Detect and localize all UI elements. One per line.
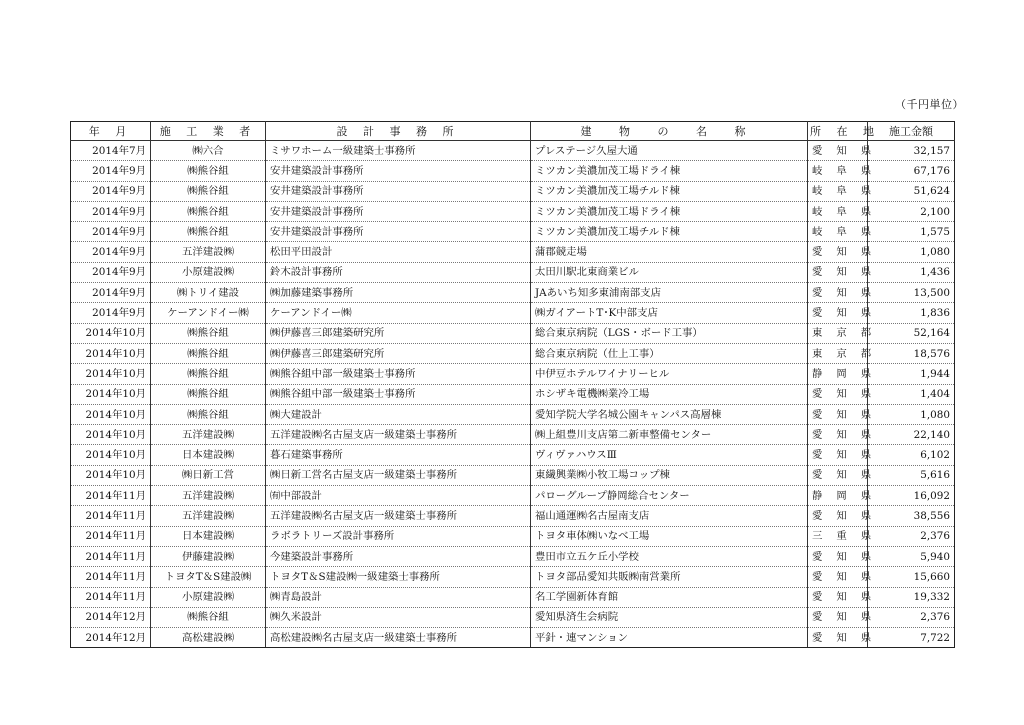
table-row — [71, 546, 955, 566]
cell-contractor: ㈱トリイ建設 — [151, 283, 266, 303]
cell-contractor: ㈱熊谷組 — [151, 384, 266, 404]
table-row — [71, 303, 955, 323]
cell-building-name: 平針・連マンション — [531, 628, 808, 648]
cell-location: 静岡県 — [808, 364, 868, 384]
cell-amount: 2,100 — [868, 201, 955, 221]
cell-contractor: 高松建設㈱ — [151, 628, 266, 648]
table-row — [71, 201, 955, 221]
table-row — [71, 181, 955, 201]
cell-contractor: 五洋建設㈱ — [151, 486, 266, 506]
cell-date: 2014年10月 — [71, 465, 151, 485]
cell-date: 2014年9月 — [71, 181, 151, 201]
cell-amount: 51,624 — [868, 181, 955, 201]
cell-contractor: ㈱熊谷組 — [151, 222, 266, 242]
cell-amount: 1,436 — [868, 262, 955, 282]
table-body — [71, 141, 955, 648]
table-row — [71, 607, 955, 627]
cell-design-office: 鈴木設計事務所 — [266, 262, 531, 282]
cell-building-name: ミツカン美濃加茂工場ドライ棟 — [531, 201, 808, 221]
cell-design-office: ㈱伊藤喜三郎建築研究所 — [266, 323, 531, 343]
cell-date: 2014年9月 — [71, 303, 151, 323]
cell-date: 2014年12月 — [71, 628, 151, 648]
cell-date: 2014年11月 — [71, 506, 151, 526]
cell-location: 愛知県 — [808, 262, 868, 282]
cell-building-name: JAあいち知多東浦南部支店 — [531, 283, 808, 303]
cell-contractor: ㈱熊谷組 — [151, 364, 266, 384]
cell-amount: 6,102 — [868, 445, 955, 465]
cell-date: 2014年9月 — [71, 283, 151, 303]
cell-location: 愛知県 — [808, 628, 868, 648]
table-row — [71, 262, 955, 282]
cell-amount: 22,140 — [868, 425, 955, 445]
cell-contractor: ㈱六合 — [151, 141, 266, 161]
table-row — [71, 141, 955, 161]
header-location: 所 在 地 — [808, 122, 868, 141]
cell-design-office: ㈱熊谷組中部一級建築士事務所 — [266, 364, 531, 384]
cell-design-office: ㈱日新工営名古屋支店一級建築士事務所 — [266, 465, 531, 485]
cell-amount: 38,556 — [868, 506, 955, 526]
cell-location: 東京都 — [808, 343, 868, 363]
table-row — [71, 587, 955, 607]
cell-design-office: 安井建築設計事務所 — [266, 222, 531, 242]
cell-location: 岐阜県 — [808, 201, 868, 221]
cell-location: 愛知県 — [808, 445, 868, 465]
cell-location: 愛知県 — [808, 384, 868, 404]
cell-design-office: 安井建築設計事務所 — [266, 201, 531, 221]
cell-date: 2014年9月 — [71, 161, 151, 181]
cell-building-name: ミツカン美濃加茂工場チルド棟 — [531, 222, 808, 242]
cell-date: 2014年10月 — [71, 323, 151, 343]
cell-contractor: ㈱熊谷組 — [151, 323, 266, 343]
cell-contractor: 日本建設㈱ — [151, 526, 266, 546]
cell-location: 岐阜県 — [808, 161, 868, 181]
cell-design-office: 五洋建設㈱名古屋支店一級建築士事務所 — [266, 425, 531, 445]
cell-contractor: 日本建設㈱ — [151, 445, 266, 465]
cell-location: 愛知県 — [808, 506, 868, 526]
cell-building-name: ㈱上組豊川支店第二新車整備センター — [531, 425, 808, 445]
cell-location: 愛知県 — [808, 546, 868, 566]
table-row — [71, 628, 955, 648]
cell-contractor: 伊藤建設㈱ — [151, 546, 266, 566]
table-row — [71, 323, 955, 343]
cell-date: 2014年10月 — [71, 364, 151, 384]
cell-building-name: 中伊豆ホテルワイナリーヒル — [531, 364, 808, 384]
table-row — [71, 384, 955, 404]
cell-amount: 7,722 — [868, 628, 955, 648]
cell-location: 愛知県 — [808, 567, 868, 587]
unit-note: （千円単位） — [895, 98, 964, 111]
cell-design-office: ㈱久米設計 — [266, 607, 531, 627]
cell-date: 2014年10月 — [71, 445, 151, 465]
table-row — [71, 343, 955, 363]
cell-design-office: ㈱大建設計 — [266, 404, 531, 424]
header-design-office: 設 計 事 務 所 — [266, 122, 531, 141]
cell-building-name: 愛知学院大学名城公園キャンパス高層棟 — [531, 404, 808, 424]
cell-amount: 5,616 — [868, 465, 955, 485]
cell-contractor: ㈱熊谷組 — [151, 201, 266, 221]
cell-date: 2014年9月 — [71, 262, 151, 282]
cell-contractor: ケーアンドイー㈱ — [151, 303, 266, 323]
cell-amount: 16,092 — [868, 486, 955, 506]
cell-building-name: 蒲郡競走場 — [531, 242, 808, 262]
cell-contractor: ㈱熊谷組 — [151, 181, 266, 201]
cell-design-office: ㈱加藤建築事務所 — [266, 283, 531, 303]
cell-contractor: 小原建設㈱ — [151, 587, 266, 607]
cell-date: 2014年12月 — [71, 607, 151, 627]
cell-location: 愛知県 — [808, 404, 868, 424]
cell-building-name: パローグループ静岡総合センター — [531, 486, 808, 506]
cell-design-office: ケーアンドイー㈱ — [266, 303, 531, 323]
header-row — [71, 122, 955, 141]
cell-location: 岐阜県 — [808, 181, 868, 201]
cell-contractor: ㈱日新工営 — [151, 465, 266, 485]
cell-building-name: 太田川駅北東商業ビル — [531, 262, 808, 282]
cell-design-office: 五洋建設㈱名古屋支店一級建築士事務所 — [266, 506, 531, 526]
cell-location: 三重県 — [808, 526, 868, 546]
header-amount: 施工金額 — [868, 122, 955, 141]
table-row — [71, 445, 955, 465]
cell-building-name: 東繊興業㈱小牧工場コップ棟 — [531, 465, 808, 485]
cell-amount: 2,376 — [868, 526, 955, 546]
cell-contractor: ㈱熊谷組 — [151, 404, 266, 424]
cell-building-name: ㈱ガイアートT･K中部支店 — [531, 303, 808, 323]
cell-building-name: ホシザキ電機㈱業冷工場 — [531, 384, 808, 404]
cell-amount: 13,500 — [868, 283, 955, 303]
cell-contractor: トヨタT＆S建設㈱ — [151, 567, 266, 587]
construction-record-table — [70, 121, 955, 648]
cell-date: 2014年10月 — [71, 425, 151, 445]
cell-amount: 1,575 — [868, 222, 955, 242]
cell-date: 2014年11月 — [71, 587, 151, 607]
cell-design-office: 安井建築設計事務所 — [266, 161, 531, 181]
cell-amount: 1,944 — [868, 364, 955, 384]
cell-building-name: トヨタ部品愛知共販㈱南営業所 — [531, 567, 808, 587]
cell-amount: 52,164 — [868, 323, 955, 343]
cell-contractor: ㈱熊谷組 — [151, 607, 266, 627]
cell-contractor: 小原建設㈱ — [151, 262, 266, 282]
cell-building-name: ヴィヴァハウスⅢ — [531, 445, 808, 465]
cell-design-office: ミサワホーム一級建築士事務所 — [266, 141, 531, 161]
cell-contractor: 五洋建設㈱ — [151, 242, 266, 262]
cell-building-name: 愛知県済生会病院 — [531, 607, 808, 627]
table-row — [71, 283, 955, 303]
cell-amount: 18,576 — [868, 343, 955, 363]
cell-design-office: 今建築設計事務所 — [266, 546, 531, 566]
cell-design-office: ㈱青島設計 — [266, 587, 531, 607]
cell-location: 岐阜県 — [808, 222, 868, 242]
table-row — [71, 364, 955, 384]
cell-building-name: 福山通運㈱名古屋南支店 — [531, 506, 808, 526]
table-row — [71, 404, 955, 424]
cell-date: 2014年10月 — [71, 343, 151, 363]
cell-date: 2014年9月 — [71, 201, 151, 221]
cell-location: 愛知県 — [808, 283, 868, 303]
header-date: 年 月 — [71, 122, 151, 141]
cell-amount: 67,176 — [868, 161, 955, 181]
cell-date: 2014年11月 — [71, 567, 151, 587]
table-row — [71, 465, 955, 485]
cell-location: 愛知県 — [808, 303, 868, 323]
cell-building-name: 総合東京病院（LGS・ボード工事） — [531, 323, 808, 343]
cell-amount: 1,836 — [868, 303, 955, 323]
cell-amount: 1,080 — [868, 242, 955, 262]
cell-location: 静岡県 — [808, 486, 868, 506]
cell-design-office: ㈱熊谷組中部一級建築士事務所 — [266, 384, 531, 404]
cell-date: 2014年9月 — [71, 242, 151, 262]
table-row — [71, 222, 955, 242]
table-row — [71, 526, 955, 546]
table-row — [71, 161, 955, 181]
cell-date: 2014年11月 — [71, 546, 151, 566]
cell-date: 2014年7月 — [71, 141, 151, 161]
cell-amount: 5,940 — [868, 546, 955, 566]
cell-building-name: ミツカン美濃加茂工場チルド棟 — [531, 181, 808, 201]
cell-building-name: 豊田市立五ケ丘小学校 — [531, 546, 808, 566]
cell-design-office: ㈱伊藤喜三郎建築研究所 — [266, 343, 531, 363]
cell-date: 2014年10月 — [71, 404, 151, 424]
header-contractor: 施 工 業 者 — [151, 122, 266, 141]
cell-building-name: プレステージ久屋大通 — [531, 141, 808, 161]
cell-date: 2014年10月 — [71, 384, 151, 404]
cell-design-office: ラボラトリーズ設計事務所 — [266, 526, 531, 546]
cell-design-office: 暮石建築事務所 — [266, 445, 531, 465]
cell-location: 愛知県 — [808, 607, 868, 627]
cell-contractor: 五洋建設㈱ — [151, 425, 266, 445]
cell-design-office: 高松建設㈱名古屋支店一級建築士事務所 — [266, 628, 531, 648]
header-building-name: 建 物 の 名 称 — [531, 122, 808, 141]
cell-amount: 2,376 — [868, 607, 955, 627]
table-header — [71, 122, 955, 141]
cell-location: 東京都 — [808, 323, 868, 343]
cell-design-office: トヨタT＆S建設㈱一級建築士事務所 — [266, 567, 531, 587]
cell-amount: 32,157 — [868, 141, 955, 161]
cell-location: 愛知県 — [808, 141, 868, 161]
cell-contractor: ㈱熊谷組 — [151, 343, 266, 363]
table-row — [71, 506, 955, 526]
cell-amount: 15,660 — [868, 567, 955, 587]
table-row — [71, 486, 955, 506]
table-row — [71, 242, 955, 262]
cell-design-office: 安井建築設計事務所 — [266, 181, 531, 201]
cell-contractor: 五洋建設㈱ — [151, 506, 266, 526]
cell-building-name: ミツカン美濃加茂工場ドライ棟 — [531, 161, 808, 181]
cell-date: 2014年11月 — [71, 486, 151, 506]
cell-amount: 19,332 — [868, 587, 955, 607]
cell-date: 2014年11月 — [71, 526, 151, 546]
cell-location: 愛知県 — [808, 425, 868, 445]
cell-design-office: ㈲中部設計 — [266, 486, 531, 506]
cell-contractor: ㈱熊谷組 — [151, 161, 266, 181]
cell-location: 愛知県 — [808, 587, 868, 607]
table-row — [71, 567, 955, 587]
cell-amount: 1,080 — [868, 404, 955, 424]
cell-building-name: 名工学園新体育館 — [531, 587, 808, 607]
cell-location: 愛知県 — [808, 465, 868, 485]
cell-building-name: トヨタ車体㈱いなべ工場 — [531, 526, 808, 546]
cell-amount: 1,404 — [868, 384, 955, 404]
cell-building-name: 総合東京病院（仕上工事） — [531, 343, 808, 363]
table-row — [71, 425, 955, 445]
cell-location: 愛知県 — [808, 242, 868, 262]
cell-date: 2014年9月 — [71, 222, 151, 242]
cell-design-office: 松田平田設計 — [266, 242, 531, 262]
